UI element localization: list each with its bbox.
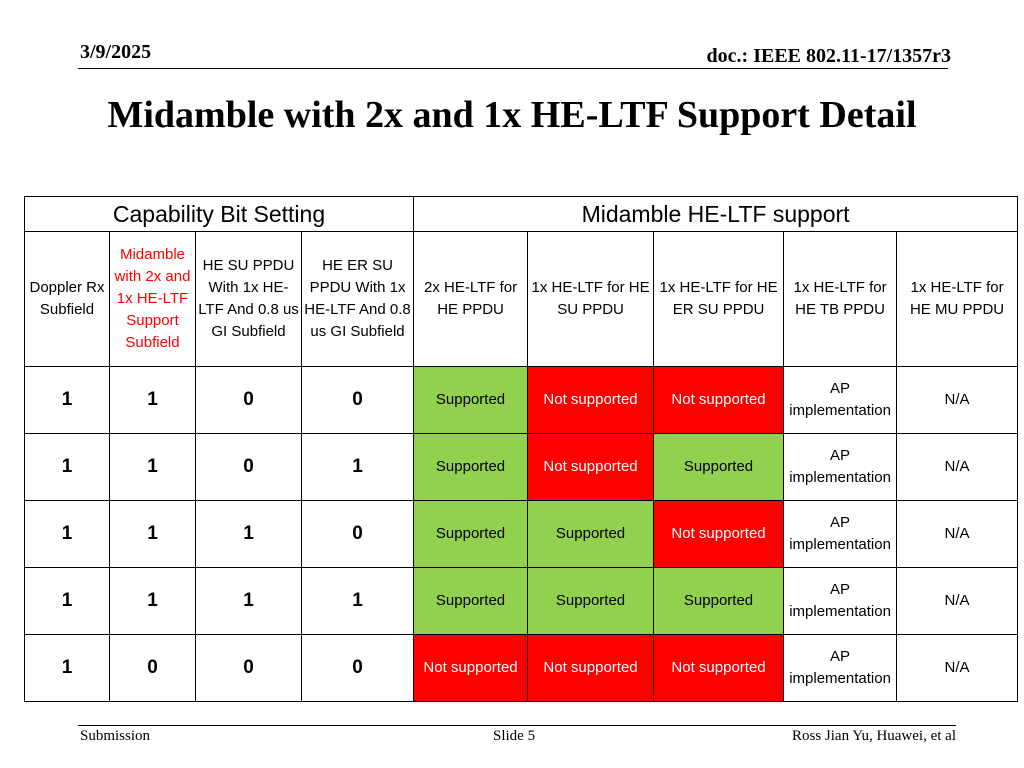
support-cell: Supported	[414, 367, 528, 434]
column-header: 1x HE-LTF for HE TB PPDU	[784, 232, 897, 367]
table-cell: N/A	[897, 501, 1018, 568]
header-divider	[78, 68, 948, 69]
support-cell: Supported	[654, 568, 784, 635]
footer-author: Ross Jian Yu, Huawei, et al	[791, 728, 956, 744]
table-cell: N/A	[897, 635, 1018, 702]
table-cell: 0	[196, 367, 302, 434]
column-header: Doppler Rx Subfield	[25, 232, 110, 367]
table-cell: 1	[25, 635, 110, 702]
group-header-capability: Capability Bit Setting	[25, 197, 414, 232]
table-cell: 1	[196, 568, 302, 635]
column-header: 1x HE-LTF for HE MU PPDU	[897, 232, 1018, 367]
table-cell: 1	[302, 434, 414, 501]
group-header-midamble: Midamble HE-LTF support	[414, 197, 1018, 232]
support-cell: Not supported	[528, 367, 654, 434]
slide-title: Midamble with 2x and 1x HE-LTF Support Detail	[107, 94, 917, 136]
support-cell: Not supported	[528, 635, 654, 702]
table-cell: 1	[110, 568, 196, 635]
table-cell: AP implementation	[784, 568, 897, 635]
table-cell: AP implementation	[784, 434, 897, 501]
table-cell: 0	[302, 501, 414, 568]
footer-slide-number: Slide 5	[493, 728, 536, 744]
table-row	[25, 434, 1018, 501]
support-cell: Not supported	[654, 367, 784, 434]
column-header: 1x HE-LTF for HE SU PPDU	[528, 232, 654, 367]
table-row	[25, 635, 1018, 702]
table-cell: 1	[110, 367, 196, 434]
table-cell: 1	[25, 434, 110, 501]
table-row	[25, 367, 1018, 434]
table-cell: 0	[302, 367, 414, 434]
table-cell: 0	[110, 635, 196, 702]
table-cell: AP implementation	[784, 635, 897, 702]
table-cell: 0	[196, 635, 302, 702]
table-cell: 1	[110, 501, 196, 568]
support-cell: Not supported	[654, 635, 784, 702]
table-cell: 1	[25, 568, 110, 635]
support-cell: Not supported	[414, 635, 528, 702]
table-cell: N/A	[897, 367, 1018, 434]
column-header: HE SU PPDU With 1x HE-LTF And 0.8 us GI Subfield	[196, 232, 302, 367]
support-cell: Not supported	[528, 434, 654, 501]
group-header-row	[25, 197, 1018, 232]
support-cell: Supported	[414, 568, 528, 635]
table-row	[25, 568, 1018, 635]
table-cell: 0	[196, 434, 302, 501]
support-table	[24, 196, 1018, 702]
support-cell: Supported	[414, 434, 528, 501]
table-cell: N/A	[897, 568, 1018, 635]
footer-divider	[78, 725, 956, 726]
column-header: 2x HE-LTF for HE PPDU	[414, 232, 528, 367]
column-header-highlighted: Midamble with 2x and 1x HE-LTF Support Subfield	[110, 232, 196, 367]
support-cell: Not supported	[654, 501, 784, 568]
support-cell: Supported	[528, 568, 654, 635]
support-cell: Supported	[414, 501, 528, 568]
support-cell: Supported	[654, 434, 784, 501]
table-cell: 0	[302, 635, 414, 702]
column-header: HE ER SU PPDU With 1x HE-LTF And 0.8 us GI Subfield	[302, 232, 414, 367]
table-cell: AP implementation	[784, 367, 897, 434]
table-cell: 1	[302, 568, 414, 635]
header-doc-id: doc.: IEEE 802.11-17/1357r3	[706, 45, 951, 67]
table-cell: N/A	[897, 434, 1018, 501]
table-row	[25, 501, 1018, 568]
column-header-row	[25, 232, 1018, 367]
header-date: 3/9/2025	[80, 41, 152, 63]
table-cell: 1	[110, 434, 196, 501]
table-cell: 1	[25, 367, 110, 434]
table-cell: AP implementation	[784, 501, 897, 568]
column-header: 1x HE-LTF for HE ER SU PPDU	[654, 232, 784, 367]
footer-submission: Submission	[80, 728, 151, 744]
support-cell: Supported	[528, 501, 654, 568]
table-cell: 1	[196, 501, 302, 568]
table-cell: 1	[25, 501, 110, 568]
